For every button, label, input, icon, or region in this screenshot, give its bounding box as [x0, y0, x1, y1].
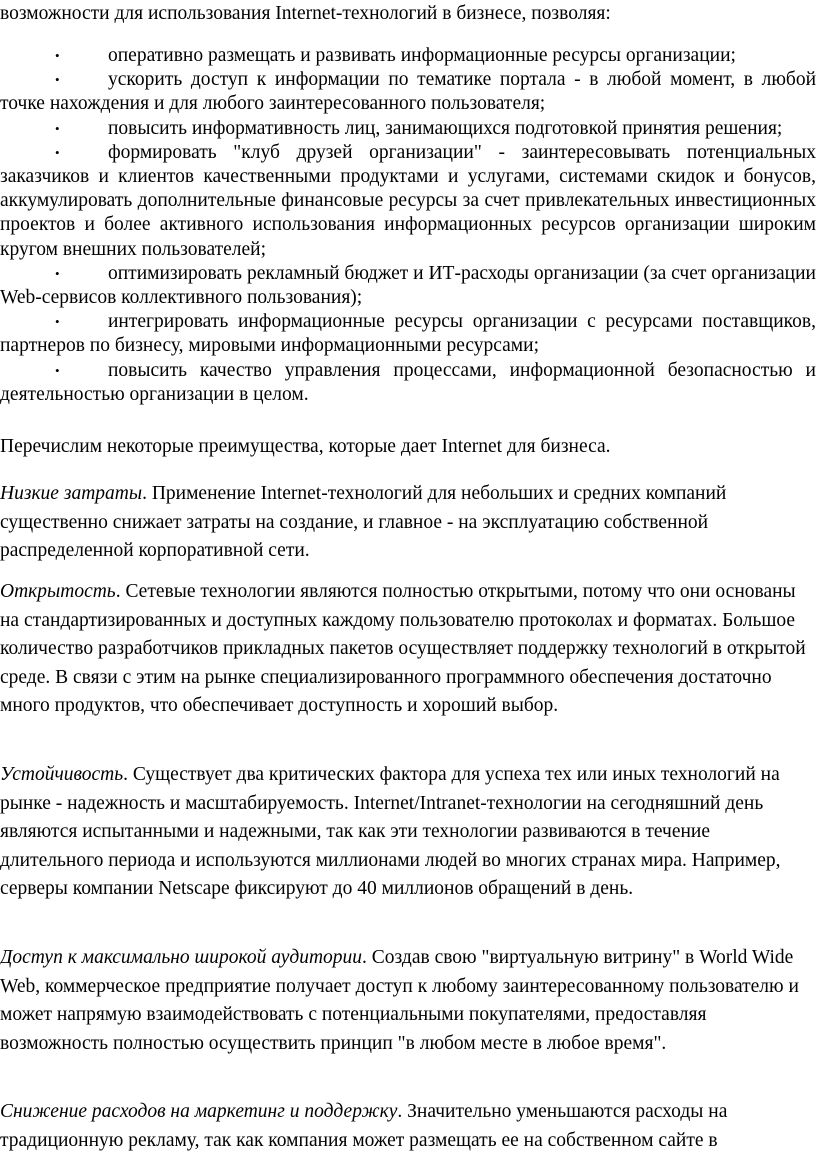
paragraph-text: . Сетевые технологии являются полностью открытыми, потому что они основаны на стандартизированных и доступных каждому пользователю протоколах и форматах. Большое количество разработчиков прикладных пакетов осуществляет поддержку технологий в открытой среде. В связи с этим на рынке специализированного программного обеспечения достаточно много продуктов, что обеспечивает доступность и хороший выбор.	[0, 581, 806, 716]
list-item-text: оперативно размещать и развивать информационные ресурсы организации;	[108, 45, 736, 66]
paragraph-stability	[0, 761, 812, 904]
list-item-text: повысить качество управления процессами, информационной безопасностью и деятельностью организации в целом.	[0, 359, 816, 405]
bullet-icon: •	[55, 362, 60, 378]
bullet-icon: •	[55, 144, 60, 160]
paragraph-text: . Существует два критических фактора для успеха тех или иных технологий на рынке - надежность и масштабируемость. Internet/Intranet-технологии на сегодняшний день являются испытанными и надежными, так как эти технологии развиваются в течение длительного периода и используются миллионами людей во многих странах мира. Например, серверы компании Netscape фиксируют до 40 миллионов обращений в день.	[0, 764, 781, 899]
bullet-icon: •	[55, 72, 60, 88]
bullet-icon: •	[55, 120, 60, 136]
list-item	[0, 44, 816, 68]
list-item	[0, 117, 816, 141]
bullet-icon: •	[55, 314, 60, 330]
paragraph-text: . Применение Internet-технологий для небольших и средних компаний существенно снижает затраты на создание, и главное - на эксплуатацию собственной распределенной корпоративной сети.	[0, 483, 727, 561]
paragraph-term: Открытость	[0, 581, 116, 602]
paragraph-term: Снижение расходов на маркетинг и поддержку	[0, 1101, 398, 1122]
paragraph-term: Доступ к максимально широкой аудитории	[0, 947, 363, 968]
list-item	[0, 359, 816, 407]
list-item	[0, 262, 816, 310]
list-item-text: оптимизировать рекламный бюджет и ИТ-расходы организации (за счет организации Web-сервисов коллективного пользования);	[0, 262, 816, 309]
advantages-lead: Перечислим некоторые преимущества, которые дает Internet для бизнеса.	[0, 436, 611, 457]
list-item-text: интегрировать информационные ресурсы организации с ресурсами поставщиков, партнеров по бизнесу, мировыми информационными ресурсами;	[0, 311, 816, 357]
list-item	[0, 68, 816, 116]
paragraph-text: . Значительно уменьшаются расходы на традиционную рекламу, так как компания может размещать ее на собственном сайте в	[0, 1101, 728, 1151]
paragraph-text: . Создав свою "виртуальную витрину" в World Wide Web, коммерческое предприятие получает доступ к любому заинтересованному пользователю и может напрямую взаимодействовать с потенциальными покупателями, предоставляя возможность полностью осуществить принцип "в любом месте в любое время".	[0, 947, 799, 1054]
paragraph-openness	[0, 578, 812, 721]
intro-line: возможности для использования Internet-технологий в бизнесе, позволяя:	[0, 3, 611, 24]
bullet-icon: •	[55, 48, 60, 63]
list-item-text: формировать "клуб друзей организации" - заинтересовывать потенциальных заказчиков и клиентов качественными продуктами и услугами, системами скидок и бонусов, аккумулировать дополнительные финансовые ресурсы за счет привлекательных инвестиционных проектов и более активного использования информационных ресурсов организации широким кругом внешних пользователей;	[0, 141, 816, 260]
paragraph-term: Низкие затраты	[0, 483, 143, 504]
paragraph-low-costs	[0, 480, 812, 566]
bullet-icon: •	[55, 265, 60, 281]
bullet-list	[0, 44, 816, 407]
paragraph-term: Устойчивость	[0, 764, 124, 785]
list-item-text: повысить информативность лиц, занимающихся подготовкой принятия решения;	[108, 117, 783, 139]
list-item-text: ускорить доступ к информации по тематике портала - в любой момент, в любой точке нахождения и для любого заинтересованного пользователя;	[0, 69, 816, 115]
paragraph-audience	[0, 944, 812, 1058]
list-item	[0, 141, 816, 262]
list-item	[0, 310, 816, 358]
paragraph-marketing	[0, 1098, 812, 1155]
